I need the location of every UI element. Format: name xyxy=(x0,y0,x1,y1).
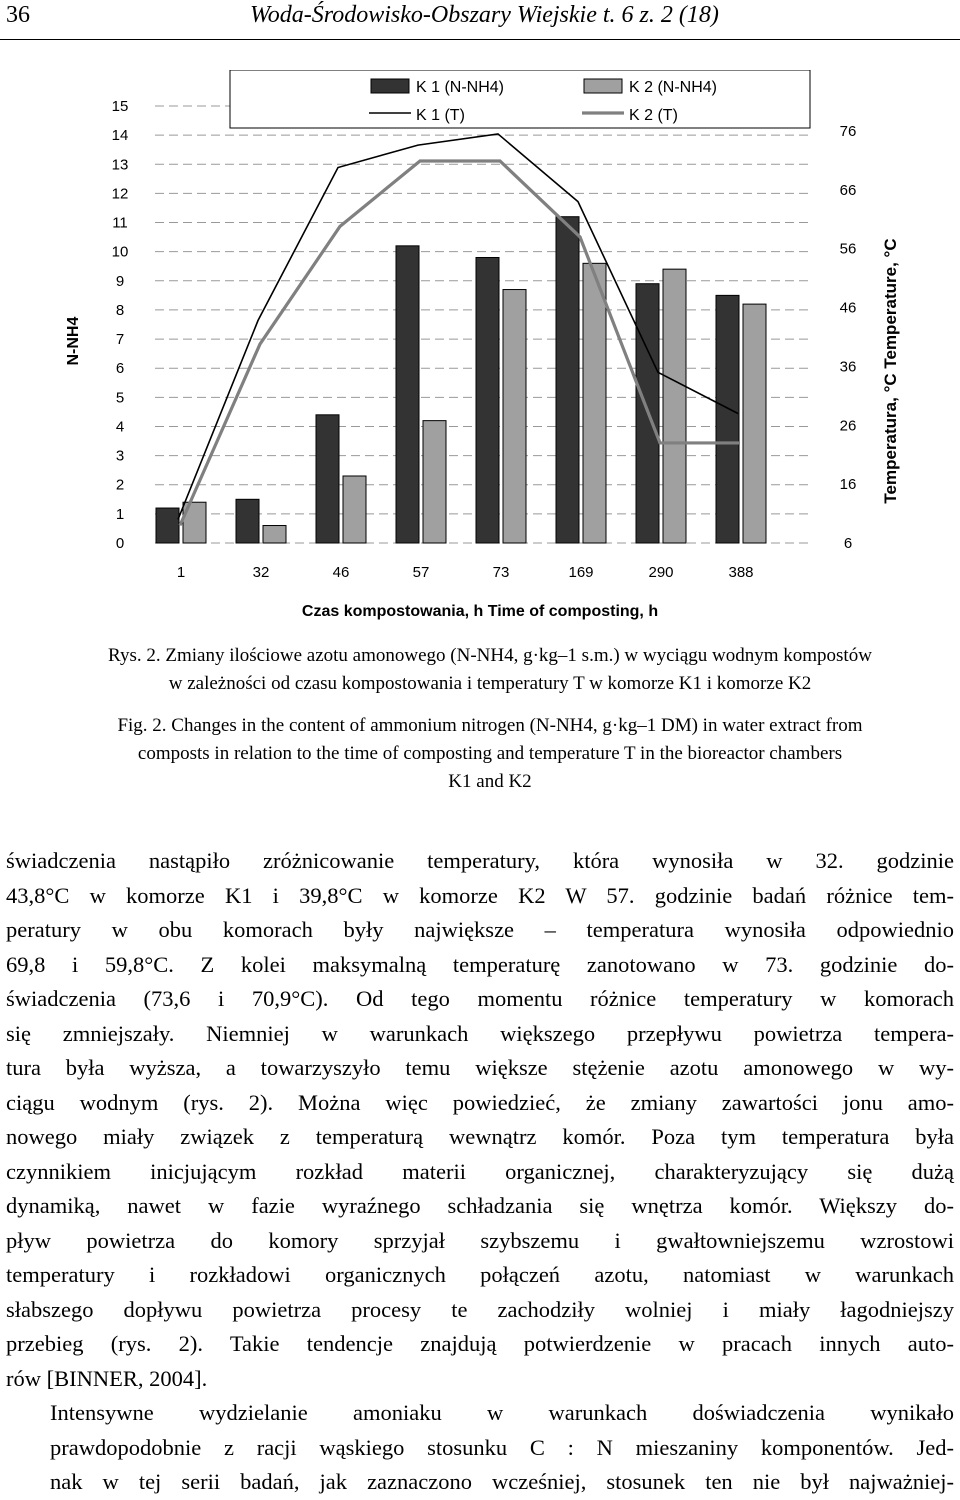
left-axis-tick-label: 0 xyxy=(115,535,125,552)
chart-legend xyxy=(230,70,810,128)
chart-bars xyxy=(156,217,766,543)
text-line: temperatury i rozkładowi organicznych połączeń azotu, natomiast w warunkach xyxy=(6,1262,954,1287)
right-axis-tick-label: 6 xyxy=(843,535,853,552)
right-axis-tick-label: 26 xyxy=(839,417,857,435)
caption-en-line-2: composts in relation to the time of composting and temperature T in the bioreactor chambers xyxy=(137,743,843,764)
legend-label: K 2 (N-NH4) xyxy=(629,79,718,96)
figure-caption-polish xyxy=(40,642,940,698)
text-line: dynamiką, nawet w fazie wyraźnego schładzania się wnętrza komór. Większy do- xyxy=(6,1193,954,1218)
bar xyxy=(503,290,526,543)
bar xyxy=(476,257,499,543)
citation-author: INNER xyxy=(69,1365,138,1391)
left-axis-tick-label: 4 xyxy=(115,418,125,436)
running-header xyxy=(0,0,960,40)
x-axis-tick-label: 169 xyxy=(568,564,594,581)
bar xyxy=(716,295,739,543)
right-axis-tick-label: 66 xyxy=(839,181,857,199)
bar xyxy=(396,246,419,543)
text-line: pływ powietrza do komory sprzyjał szybszemu i gwałtowniejszemu wzrostowi xyxy=(6,1227,954,1253)
text-line: nak w tej serii badań, jak zaznaczono wcześniej, stosunek ten nie był najważniej- xyxy=(50,1469,954,1494)
right-axis-tick-label: 76 xyxy=(839,123,857,140)
left-axis-tick-label: 15 xyxy=(111,98,129,115)
bar xyxy=(236,499,259,543)
text-line: świadczenia (73,6 i 70,9°C). Od tego momentu różnice temperatury w komorach xyxy=(6,986,954,1011)
text-line: słabszego dopływu powietrza procesy te zachodziły wolniej i miały łagodniejszy xyxy=(6,1296,954,1322)
caption-en-line-1: Fig. 2. Changes in the content of ammonium nitrogen (N-NH4, g·kg–1 DM) in water extract from xyxy=(117,715,863,736)
figure-caption-english xyxy=(40,712,940,796)
left-axis-tick-label: 2 xyxy=(115,476,125,494)
legend-label: K 2 (T) xyxy=(629,107,678,124)
citation-post: , 2004]. xyxy=(137,1365,208,1391)
legend-label: K 1 (N-NH4) xyxy=(416,79,505,96)
left-axis-tick-label: 14 xyxy=(111,127,129,145)
figure-chart xyxy=(0,70,960,630)
bar xyxy=(263,526,286,543)
legend-label: K 1 (T) xyxy=(416,107,465,124)
left-axis-tick-label: 7 xyxy=(115,331,125,349)
text-line: czynnikiem inicjującym rozkład materii organicznej, charakteryzujący się dużą xyxy=(6,1158,954,1184)
left-axis-label: N-NH4 xyxy=(65,316,82,366)
text-line: się zmniejszały. Niemniej w warunkach większego przepływu powietrza tempera- xyxy=(6,1020,954,1046)
left-axis-tick-label: 9 xyxy=(115,272,125,290)
left-axis-tick-label: 8 xyxy=(115,301,125,319)
x-axis-tick-label: 290 xyxy=(648,564,674,581)
legend-box xyxy=(230,70,810,128)
bar xyxy=(556,217,579,543)
journal-title: Woda-Środowisko-Obszary Wiejskie t. 6 z. 2 (18) xyxy=(250,2,719,28)
x-axis-tick-label: 1 xyxy=(176,564,186,581)
text-line: nowego miały związek z temperaturą wewnątrz komór. Poza tym temperatura była xyxy=(6,1124,954,1149)
text-line: peratury w obu komorach były największe – temperatura wynosiła odpowiednio xyxy=(6,917,954,942)
caption-pl-line-1: Rys. 2. Zmiany ilościowe azotu amonowego (N-NH4, g·kg–1 s.m.) w wyciągu wodnym kompostów xyxy=(108,645,872,666)
text-line: 69,8 i 59,8°C. Z kolei maksymalną temperaturę zanotowano w 73. godzinie do- xyxy=(6,951,954,977)
right-axis-tick-label: 16 xyxy=(839,476,857,494)
bar xyxy=(743,304,766,543)
left-axis-tick-label: 5 xyxy=(115,389,125,407)
citation-pre: rów [B xyxy=(6,1365,70,1391)
right-axis-tick-label: 56 xyxy=(839,240,857,258)
text-line: prawdopodobnie z racji wąskiego stosunku C : N mieszaniny komponentów. Jed- xyxy=(50,1434,954,1460)
text-line: Intensywne wydzielanie amoniaku w warunkach doświadczenia wynikało xyxy=(50,1400,954,1425)
text-line: przebieg (rys. 2). Takie tendencje znajdują potwierdzenie w pracach innych auto- xyxy=(6,1331,954,1356)
text-line: tura była wyższa, a towarzyszyło temu większe stężenie azotu amonowego w wy- xyxy=(6,1055,954,1080)
bar xyxy=(156,508,179,543)
caption-en-line-3: K1 and K2 xyxy=(448,771,532,792)
left-axis-tick-label: 3 xyxy=(115,447,125,465)
right-axis-tick-label: 36 xyxy=(839,358,857,376)
x-axis-tick-label: 46 xyxy=(332,564,350,581)
x-axis-tick-label: 57 xyxy=(412,564,430,581)
legend-swatch xyxy=(584,79,622,93)
bar xyxy=(663,269,686,543)
caption-pl-line-2: w zależności od czasu kompostowania i temperatury T w komorze K1 i komorze K2 xyxy=(168,673,812,694)
bar xyxy=(343,476,366,543)
left-axis-tick-label: 13 xyxy=(111,156,129,174)
bar xyxy=(583,263,606,543)
text-line: 43,8°C w komorze K1 i 39,8°C w komorze K2 W 57. godzinie badań różnice tem- xyxy=(6,882,954,908)
right-axis-label: Temperatura, °C Temperature, °C xyxy=(881,238,900,504)
x-axis-tick-label: 32 xyxy=(252,564,270,581)
left-axis-tick-label: 10 xyxy=(111,243,129,261)
body-text xyxy=(6,844,954,1500)
text-line: świadczenia nastąpiło zróżnicowanie temperatury, która wynosiła w 32. godzinie xyxy=(6,848,954,873)
text-line: ciągu wodnym (rys. 2). Można więc powiedzieć, że zmiany zawartości jonu amo- xyxy=(6,1089,954,1115)
paragraph-1 xyxy=(6,844,954,1396)
x-axis-tick-label: 388 xyxy=(728,564,754,581)
bar xyxy=(423,421,446,543)
x-axis-label: Czas kompostowania, h Time of composting, h xyxy=(301,603,659,620)
left-axis-tick-label: 11 xyxy=(112,214,128,232)
left-axis-tick-label: 12 xyxy=(111,185,129,203)
legend-swatch xyxy=(371,79,409,93)
x-axis-tick-label: 73 xyxy=(492,564,510,581)
left-axis-tick-label: 6 xyxy=(115,360,125,378)
text-line-last xyxy=(6,1362,954,1397)
right-axis-tick-label: 46 xyxy=(839,299,857,317)
page-number: 36 xyxy=(6,2,30,28)
paragraph-2 xyxy=(6,1396,954,1500)
bar xyxy=(316,415,339,543)
left-axis-tick-label: 1 xyxy=(115,505,125,523)
